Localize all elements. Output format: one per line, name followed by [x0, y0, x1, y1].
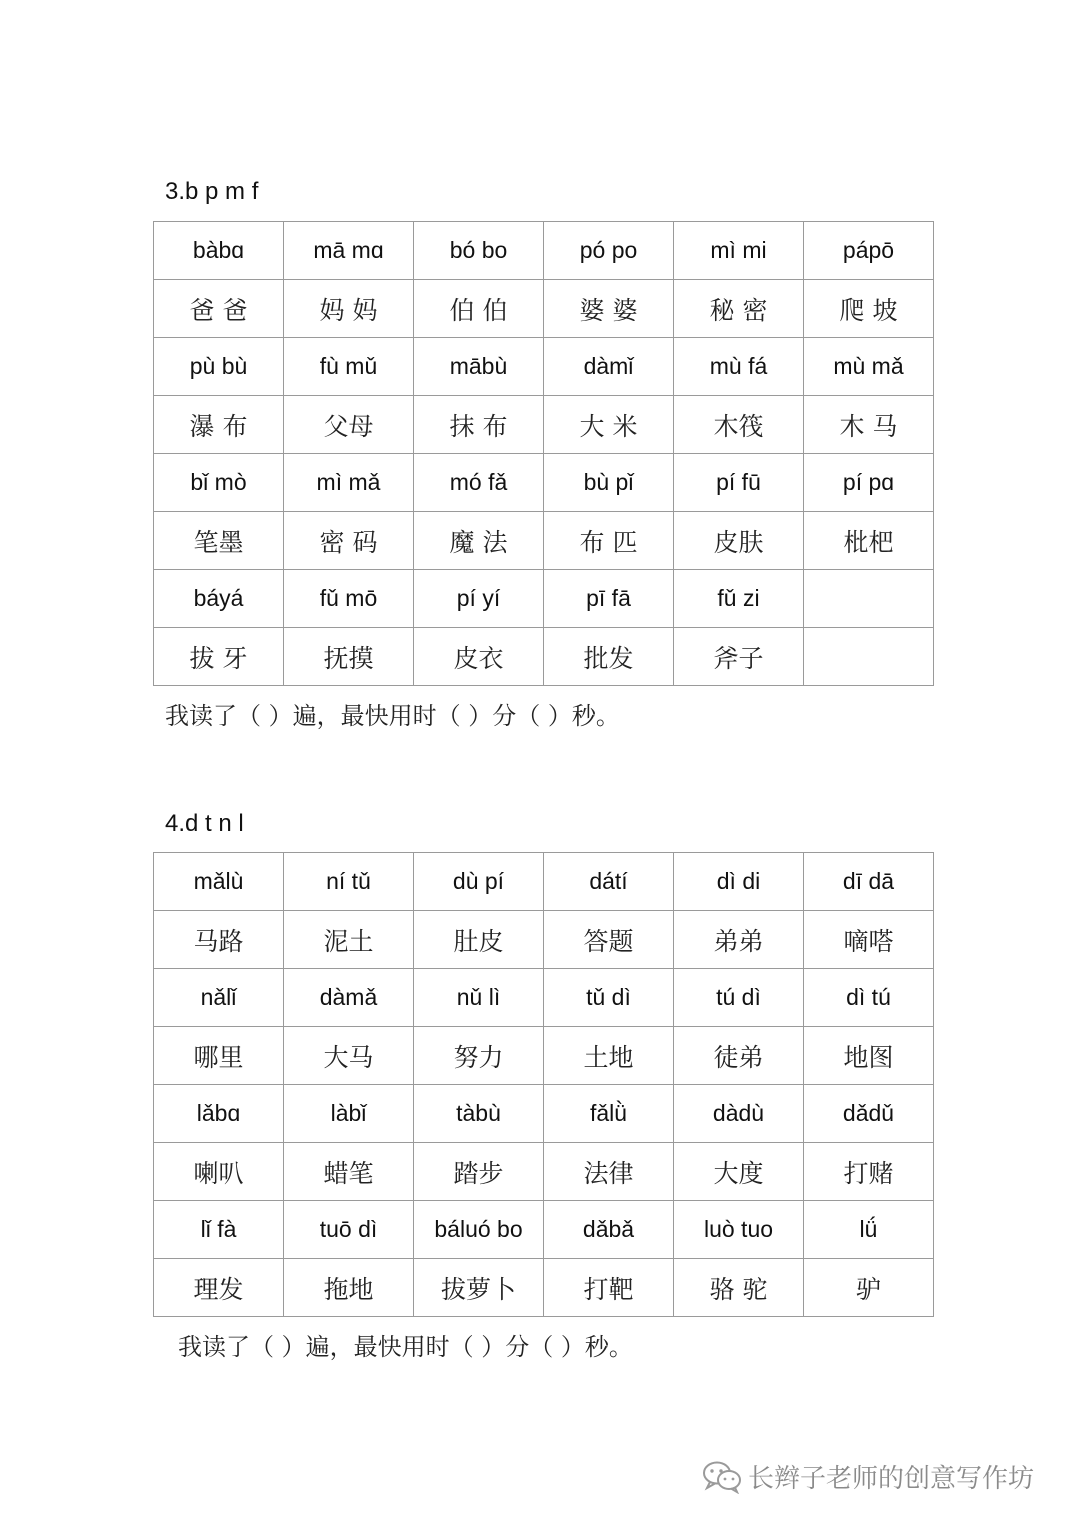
pinyin-grid-bpmf — [153, 221, 934, 686]
hanzi-cell: 泥土 — [284, 911, 414, 969]
pinyin-cell: tàbù — [414, 1085, 544, 1143]
reading-record: 我读了（ ）遍，最快用时（ ）分（ ）秒。 — [165, 702, 620, 730]
pinyin-cell: tuō dì — [284, 1201, 414, 1259]
pinyin-cell: mǎlù — [154, 853, 284, 911]
pinyin-cell: bù pǐ — [544, 454, 674, 512]
pinyin-cell: pó po — [544, 222, 674, 280]
section-title: 3.b p m f — [165, 178, 259, 205]
hanzi-cell: 哪里 — [154, 1027, 284, 1085]
pinyin-cell: mù mǎ — [804, 338, 934, 396]
hanzi-cell: 打靶 — [544, 1259, 674, 1317]
hanzi-cell: 骆 驼 — [674, 1259, 804, 1317]
pinyin-cell: lǘ — [804, 1201, 934, 1259]
hanzi-cell: 大度 — [674, 1143, 804, 1201]
hanzi-cell: 法律 — [544, 1143, 674, 1201]
hanzi-cell: 蜡笔 — [284, 1143, 414, 1201]
hanzi-cell — [804, 628, 934, 686]
pinyin-cell: bó bo — [414, 222, 544, 280]
wechat-icon — [702, 1460, 742, 1494]
pinyin-row — [154, 222, 934, 280]
hanzi-cell: 皮衣 — [414, 628, 544, 686]
pinyin-cell: báyá — [154, 570, 284, 628]
pinyin-cell: dàmǎ — [284, 969, 414, 1027]
hanzi-cell: 密 码 — [284, 512, 414, 570]
pinyin-cell: dù pí — [414, 853, 544, 911]
hanzi-cell: 秘 密 — [674, 280, 804, 338]
hanzi-row — [154, 512, 934, 570]
pinyin-row — [154, 570, 934, 628]
pinyin-cell: lǐ fà — [154, 1201, 284, 1259]
pinyin-cell: dátí — [544, 853, 674, 911]
hanzi-cell: 爬 坡 — [804, 280, 934, 338]
hanzi-cell: 答题 — [544, 911, 674, 969]
hanzi-cell: 抚摸 — [284, 628, 414, 686]
pinyin-row — [154, 969, 934, 1027]
hanzi-cell: 马路 — [154, 911, 284, 969]
pinyin-cell: pí yí — [414, 570, 544, 628]
pinyin-cell: bàbɑ — [154, 222, 284, 280]
hanzi-row — [154, 1143, 934, 1201]
pinyin-cell: làbǐ — [284, 1085, 414, 1143]
hanzi-cell: 地图 — [804, 1027, 934, 1085]
pinyin-cell: pí pɑ — [804, 454, 934, 512]
hanzi-cell: 驴 — [804, 1259, 934, 1317]
pinyin-cell: mù fá — [674, 338, 804, 396]
pinyin-cell: tǔ dì — [544, 969, 674, 1027]
pinyin-row — [154, 1085, 934, 1143]
hanzi-row — [154, 911, 934, 969]
hanzi-cell: 木筏 — [674, 396, 804, 454]
hanzi-cell: 婆 婆 — [544, 280, 674, 338]
hanzi-cell: 拔 牙 — [154, 628, 284, 686]
pinyin-row — [154, 1201, 934, 1259]
pinyin-cell: lǎbɑ — [154, 1085, 284, 1143]
hanzi-row — [154, 1027, 934, 1085]
hanzi-cell: 斧子 — [674, 628, 804, 686]
hanzi-cell: 笔墨 — [154, 512, 284, 570]
pinyin-cell: báluó bo — [414, 1201, 544, 1259]
hanzi-cell: 弟弟 — [674, 911, 804, 969]
pinyin-cell: pù bù — [154, 338, 284, 396]
pinyin-cell: fǎlǜ — [544, 1085, 674, 1143]
hanzi-cell: 肚皮 — [414, 911, 544, 969]
pinyin-cell: mì mǎ — [284, 454, 414, 512]
pinyin-cell: pí fū — [674, 454, 804, 512]
hanzi-cell: 打赌 — [804, 1143, 934, 1201]
hanzi-cell: 理发 — [154, 1259, 284, 1317]
hanzi-row — [154, 1259, 934, 1317]
pinyin-cell: dī dā — [804, 853, 934, 911]
hanzi-cell: 拔萝卜 — [414, 1259, 544, 1317]
pinyin-cell — [804, 570, 934, 628]
pinyin-cell: dàmǐ — [544, 338, 674, 396]
hanzi-cell: 父母 — [284, 396, 414, 454]
hanzi-cell: 喇叭 — [154, 1143, 284, 1201]
pinyin-cell: dǎbǎ — [544, 1201, 674, 1259]
hanzi-cell: 徒弟 — [674, 1027, 804, 1085]
pinyin-cell: fǔ mō — [284, 570, 414, 628]
hanzi-cell: 努力 — [414, 1027, 544, 1085]
hanzi-cell: 伯 伯 — [414, 280, 544, 338]
pinyin-cell: dì di — [674, 853, 804, 911]
watermark — [702, 1458, 1034, 1495]
hanzi-cell: 抹 布 — [414, 396, 544, 454]
pinyin-cell: mābù — [414, 338, 544, 396]
hanzi-cell: 踏步 — [414, 1143, 544, 1201]
pinyin-grid-dtnl — [153, 852, 934, 1317]
hanzi-row — [154, 628, 934, 686]
hanzi-cell: 木 马 — [804, 396, 934, 454]
pinyin-cell: nǔ lì — [414, 969, 544, 1027]
section-title: 4.d t n l — [165, 810, 244, 837]
hanzi-cell: 爸 爸 — [154, 280, 284, 338]
hanzi-cell: 枇杷 — [804, 512, 934, 570]
pinyin-cell: fù mǔ — [284, 338, 414, 396]
pinyin-cell: dì tú — [804, 969, 934, 1027]
pinyin-row — [154, 454, 934, 512]
pinyin-cell: luò tuo — [674, 1201, 804, 1259]
pinyin-cell: bǐ mò — [154, 454, 284, 512]
pinyin-cell: mó fǎ — [414, 454, 544, 512]
hanzi-cell: 妈 妈 — [284, 280, 414, 338]
reading-record: 我读了（ ）遍，最快用时（ ）分（ ）秒。 — [178, 1333, 633, 1361]
pinyin-cell: dǎdǔ — [804, 1085, 934, 1143]
hanzi-row — [154, 280, 934, 338]
hanzi-cell: 皮肤 — [674, 512, 804, 570]
watermark-text: 长辫子老师的创意写作坊 — [748, 1464, 1035, 1494]
pinyin-row — [154, 853, 934, 911]
pinyin-cell: mā mɑ — [284, 222, 414, 280]
pinyin-cell: dàdù — [674, 1085, 804, 1143]
pinyin-cell: pápō — [804, 222, 934, 280]
hanzi-cell: 嘀嗒 — [804, 911, 934, 969]
pinyin-cell: fǔ zi — [674, 570, 804, 628]
hanzi-cell: 瀑 布 — [154, 396, 284, 454]
pinyin-cell: tú dì — [674, 969, 804, 1027]
hanzi-row — [154, 396, 934, 454]
hanzi-cell: 土地 — [544, 1027, 674, 1085]
hanzi-cell: 布 匹 — [544, 512, 674, 570]
pinyin-cell: pī fā — [544, 570, 674, 628]
pinyin-cell: nǎlǐ — [154, 969, 284, 1027]
hanzi-cell: 批发 — [544, 628, 674, 686]
hanzi-cell: 大马 — [284, 1027, 414, 1085]
pinyin-cell: ní tǔ — [284, 853, 414, 911]
hanzi-cell: 魔 法 — [414, 512, 544, 570]
pinyin-row — [154, 338, 934, 396]
hanzi-cell: 大 米 — [544, 396, 674, 454]
hanzi-cell: 拖地 — [284, 1259, 414, 1317]
pinyin-cell: mì mi — [674, 222, 804, 280]
